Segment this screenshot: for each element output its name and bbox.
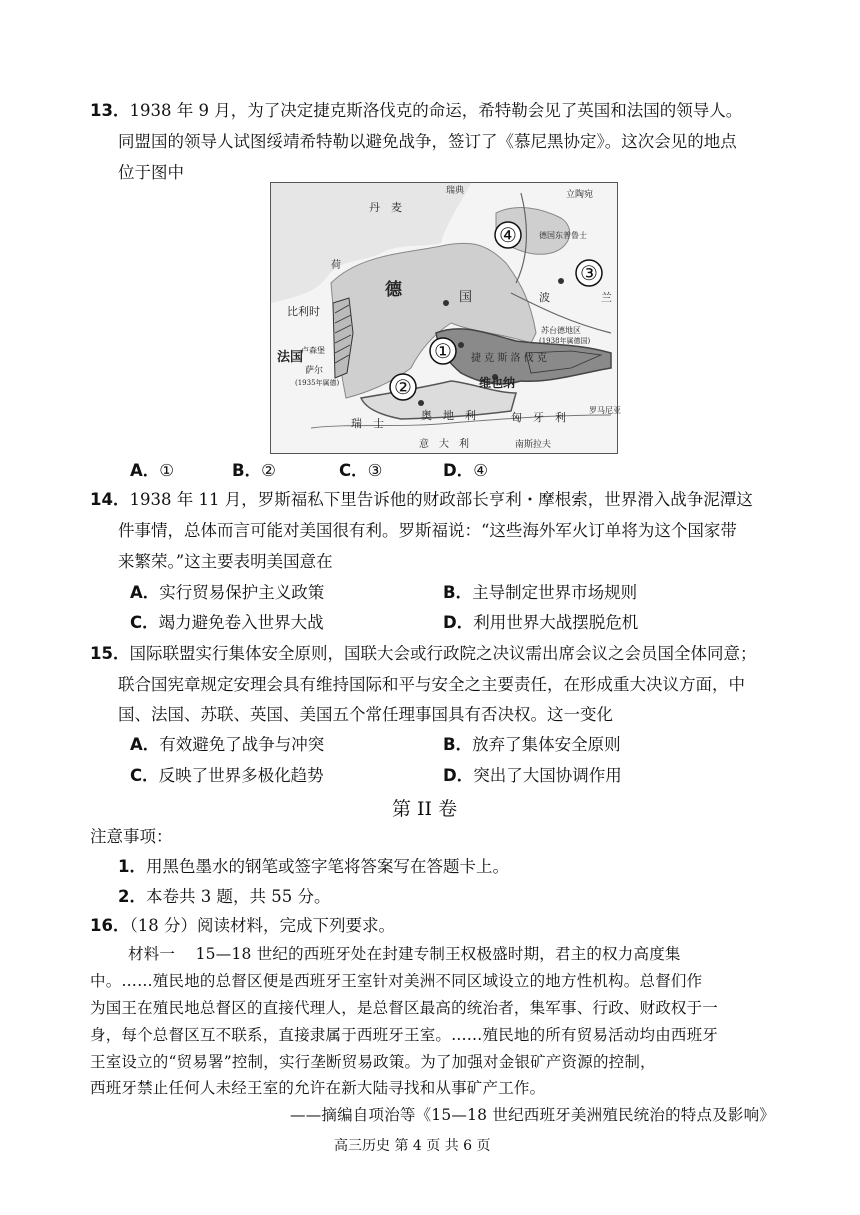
q16-material-line5: 王室设立的“贸易署”控制，实行垄断贸易政策。为了加强对金银矿产资源的控制， (90, 1053, 656, 1071)
q14-option-d[interactable]: D．利用世界大战摆脱危机 (443, 613, 639, 632)
part2-note-1: 1．用黑色墨水的钢笔或签字笔将答案写在答题卡上。 (118, 857, 509, 876)
city-dot-warsaw (558, 278, 564, 284)
map-label-germany-de: 德 (385, 280, 402, 300)
q16-number: 16． (90, 916, 130, 935)
map-label-sudeten: 苏台德地区 (541, 326, 581, 335)
q13-number: 13． (90, 101, 130, 120)
q15-option-b[interactable]: B．放弃了集体安全原则 (443, 735, 621, 754)
q13-option-b[interactable]: B．② (232, 461, 276, 480)
map-label-romania: 罗马尼亚 (589, 406, 621, 415)
map-label-denmark: 丹 麦 (369, 201, 402, 214)
map-label-czech: 捷 克 斯 洛 伐 克 (471, 353, 547, 364)
map-graphic (271, 183, 621, 453)
q13-option-c[interactable]: C．③ (339, 461, 383, 480)
q16-material-line2: 中。……殖民地的总督区便是西班牙王室针对美洲不同区域设立的地方性机构。总督们作 (90, 972, 703, 990)
q13-line1: 13．1938 年 9 月，为了决定捷克斯洛伐克的命运，希特勒会见了英国和法国的领导人。 (90, 101, 743, 120)
map-label-austria: 奥 地 利 (421, 409, 476, 422)
map-label-netherlands: 荷 (331, 260, 341, 271)
part2-note-2: 2．本卷共 3 题，共 55 分。 (118, 887, 331, 906)
q14-option-c[interactable]: C．竭力避免卷入世界大战 (130, 613, 324, 632)
map-label-germany-guo: 国 (459, 290, 473, 305)
marker-3 (576, 260, 602, 286)
q16-line1: 16．（18 分）阅读材料，完成下列要求。 (90, 916, 395, 935)
map-label-italy: 意 大 利 (419, 439, 469, 450)
q15-line3: 国、法国、苏联、英国、美国五个常任理事国具有否决权。这一变化 (118, 705, 613, 724)
q16-material-line4: 身，每个总督区互不联系，直接隶属于西班牙王室。……殖民地的所有贸易活动均由西班牙 (90, 1026, 719, 1044)
q15-number: 15． (90, 644, 130, 663)
map-label-luxembourg: 卢森堡 (301, 346, 325, 355)
q14-option-a[interactable]: A．实行贸易保护主义政策 (130, 583, 325, 602)
page-footer: 高三历史 第 4 页 共 6 页 (334, 1138, 491, 1154)
part2-title: 第 II 卷 (392, 798, 458, 820)
q15-line1: 15．国际联盟实行集体安全原则，国联大会或行政院之决议需出席会议之会员国全体同意； (90, 644, 757, 663)
q15-option-a[interactable]: A．有效避免了战争与冲突 (130, 735, 325, 754)
city-dot-munich (418, 400, 424, 406)
q13-option-a[interactable]: A．① (130, 461, 175, 480)
q16-material-line6: 西班牙禁止任何人未经王室的允许在新大陆寻找和从事矿产工作。 (90, 1079, 546, 1097)
q13-line3: 位于图中 (118, 163, 184, 182)
city-dot-prague (458, 342, 464, 348)
map-label-saar-note: (1935年属德) (295, 379, 340, 387)
q14-line2: 件事情，总体而言可能对美国很有利。罗斯福说：“这些海外军火订单将为这个国家带 (118, 521, 737, 540)
map-label-poland-bo: 波 (539, 291, 550, 304)
material-label: 材料一 (128, 945, 176, 963)
marker-1-label: ① (434, 339, 452, 363)
marker-2-label: ② (394, 375, 412, 399)
marker-4 (495, 222, 521, 248)
marker-2 (390, 374, 416, 400)
marker-4-label: ④ (499, 223, 517, 247)
map-label-yugoslavia: 南斯拉夫 (515, 440, 552, 450)
q14-number: 14． (90, 490, 130, 509)
map-label-belgium: 比利时 (287, 305, 320, 318)
map-label-hungary: 匈 牙 利 (511, 411, 566, 424)
map-label-france: 法国 (277, 350, 304, 365)
q15-option-d[interactable]: D．突出了大国协调作用 (443, 766, 622, 785)
map-label-saar: 萨尔 (305, 366, 324, 376)
q16-material-line3: 为国王在殖民地总督区的直接代理人，是总督区最高的统治者，集军事、行政、财政权于一 (90, 999, 719, 1017)
marker-1 (430, 338, 456, 364)
q15-option-c[interactable]: C．反映了世界多极化趋势 (130, 766, 324, 785)
q14-line1: 14．1938 年 11 月，罗斯福私下里告诉他的财政部长亨利・摩根索，世界滑入战争泥潭这 (90, 490, 753, 509)
q15-line2: 联合国宪章规定安理会具有维持国际和平与安全之主要责任，在形成重大决议方面，中 (118, 675, 745, 694)
city-dot-berlin (443, 300, 449, 306)
map-label-poland-lan: 兰 (601, 291, 612, 304)
part2-notice: 注意事项： (90, 827, 173, 846)
q13-option-d[interactable]: D．④ (443, 461, 488, 480)
map-label-lithuania: 立陶宛 (566, 190, 594, 200)
map-label-switzerland: 瑞 士 (351, 417, 384, 430)
q16-material-line1: 材料一 15—18 世纪的西班牙处在封建专制王权极盛时期，君主的权力高度集 (128, 945, 681, 963)
marker-3-label: ③ (580, 261, 598, 285)
historical-map (270, 182, 621, 454)
q16-source: ——摘编自项治等《15—18 世纪西班牙美洲殖民统治的特点及影响》 (290, 1106, 775, 1124)
map-label-east-prussia: 德国东普鲁士 (539, 231, 587, 240)
q13-line2: 同盟国的领导人试图绥靖希特勒以避免战争，签订了《慕尼黑协定》。这次会见的地点 (118, 132, 737, 151)
map-label-sweden: 瑞典 (446, 186, 465, 196)
q14-option-b[interactable]: B．主导制定世界市场规则 (443, 583, 638, 602)
map-label-vienna: 维也纳 (479, 376, 516, 390)
q14-line3: 来繁荣。”这主要表明美国意在 (118, 552, 333, 571)
map-label-sudeten-note: (1938年属德国) (539, 337, 591, 345)
